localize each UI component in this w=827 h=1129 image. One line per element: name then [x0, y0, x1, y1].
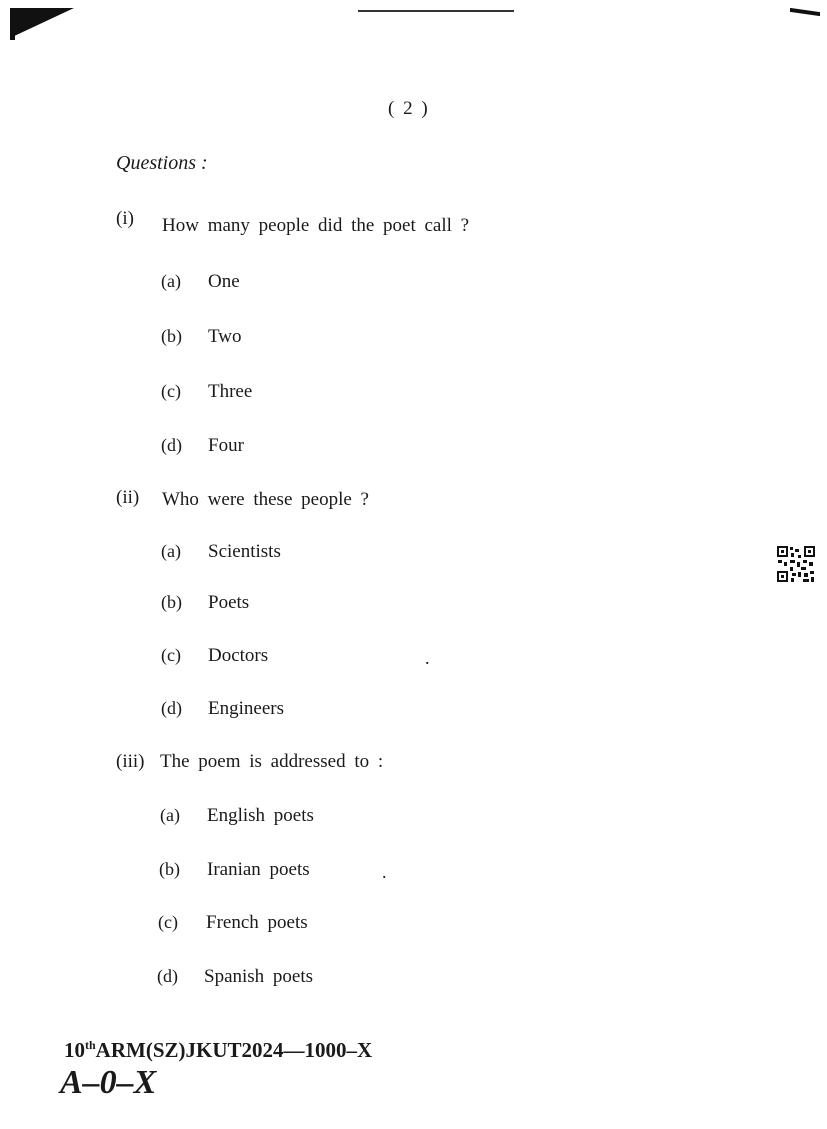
page-number: ( 2 ): [388, 98, 430, 119]
option-text: English poets: [207, 805, 314, 826]
option-letter: (a): [161, 271, 181, 291]
option-letter: (c): [161, 381, 181, 401]
option-text: Doctors: [208, 645, 269, 666]
questions-heading: Questions :: [116, 152, 208, 174]
scan-dot: .: [382, 862, 387, 882]
option-text: French poets: [206, 912, 308, 933]
option-letter: (b): [161, 592, 182, 612]
option-letter: (d): [161, 698, 182, 718]
option-letter: (a): [161, 541, 181, 561]
question-2-text: Who were these people ?: [162, 489, 369, 510]
option-text: Four: [208, 435, 244, 456]
question-1-text: How many people did the poet call ?: [162, 215, 470, 236]
question-3-text: The poem is addressed to :: [160, 751, 384, 772]
scan-dot: .: [425, 648, 430, 668]
scan-corner-mark-left-stem: [10, 8, 15, 40]
option-text: One: [208, 271, 240, 292]
question-3-number: (iii): [116, 751, 145, 772]
paper-code: [64, 1038, 372, 1063]
option-text: Spanish poets: [204, 966, 314, 987]
option-letter: (c): [158, 912, 178, 932]
question-1-number: (i): [116, 208, 134, 229]
option-text: Two: [208, 326, 242, 347]
option-letter: (d): [157, 966, 178, 986]
option-letter: (c): [161, 645, 181, 665]
option-text: Three: [208, 381, 253, 402]
option-text: Iranian poets: [207, 859, 310, 880]
qr-code-icon: [776, 545, 816, 583]
scan-corner-mark-right: [790, 8, 820, 16]
option-text: Poets: [208, 592, 250, 613]
series-code: A–0–X: [60, 1064, 157, 1101]
paper-code-rest: ARM(SZ)JKUT2024—1000–X: [95, 1038, 373, 1062]
option-text: Engineers: [208, 698, 284, 719]
question-2-number: (ii): [116, 487, 140, 508]
option-letter: (b): [161, 326, 182, 346]
scan-corner-mark-left: [10, 8, 74, 38]
paper-code-sup: th: [85, 1038, 96, 1052]
option-text: Scientists: [208, 541, 281, 562]
option-letter: (b): [159, 859, 180, 879]
option-letter: (a): [160, 805, 180, 825]
option-letter: (d): [161, 435, 182, 455]
paper-code-prefix: 10: [64, 1038, 85, 1062]
scan-top-line: [358, 10, 514, 12]
